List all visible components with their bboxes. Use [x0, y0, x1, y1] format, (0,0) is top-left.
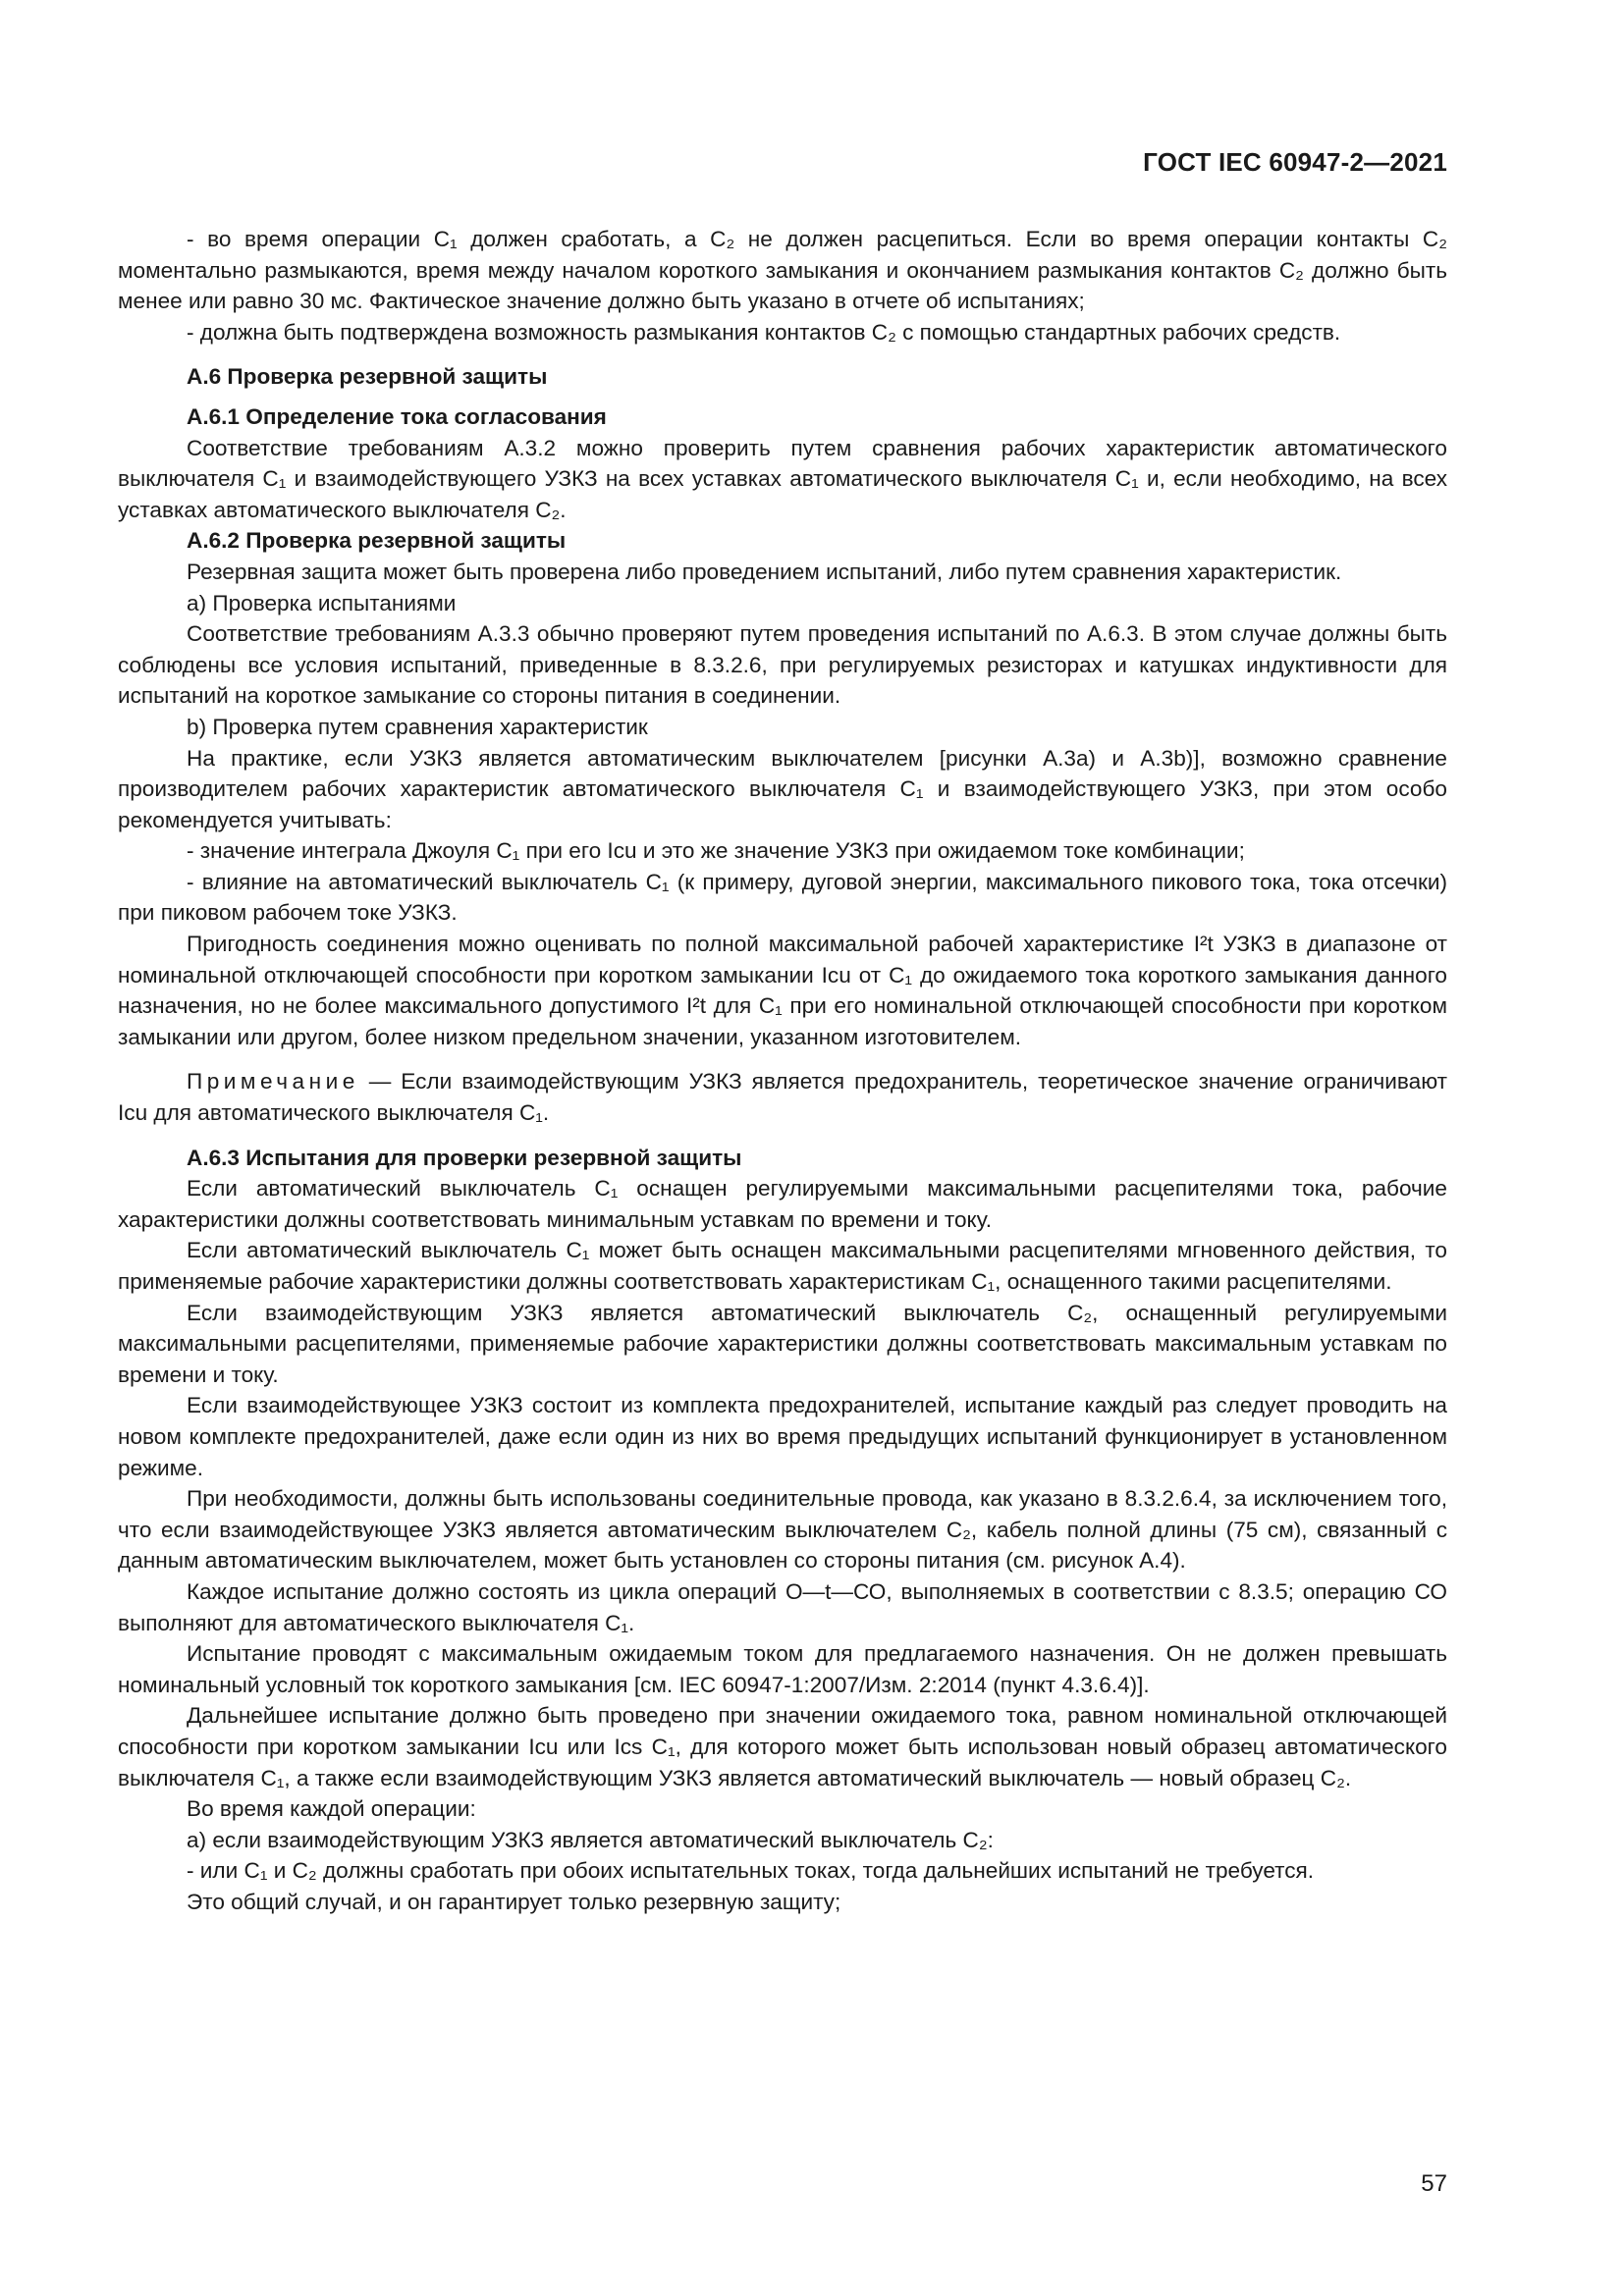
- paragraph: - значение интеграла Джоуля C₁ при его Icu и это же значение УЗКЗ при ожидаемом токе комбинации;: [187, 838, 1245, 864]
- paragraph: Если взаимодействующее УЗКЗ состоит из комплекта предохранителей, испытание каждый раз следует проводить на новом комплекте предохранителей, даже если один из них во время предыдущих испытаний функционирует в установленном режиме.: [118, 1393, 1447, 1480]
- list-item: а) Проверка испытаниями: [187, 590, 457, 615]
- note-label: Примечание: [187, 1069, 359, 1095]
- paragraph: Каждое испытание должно состоять из цикла операций О—t—СО, выполняемых в соответствии с 8.3.5; операцию СО выполняют для автоматического выключателя C₁.: [118, 1578, 1447, 1635]
- paragraph: На практике, если УЗКЗ является автоматическим выключателем [рисунки А.3а) и А.3b)], возможно сравнение производителем рабочих характеристик автоматического выключателя C₁ и взаимодействующего УЗКЗ, при этом особо рекомендуется учитывать:: [118, 745, 1447, 832]
- list-item: b) Проверка путем сравнения характеристик: [187, 714, 648, 739]
- page-number: 57: [1421, 2170, 1447, 2197]
- paragraph: Резервная защита может быть проверена либо проведением испытаний, либо путем сравнения характеристик.: [187, 559, 1342, 584]
- paragraph: Соответствие требованиям А.3.3 обычно проверяют путем проведения испытаний по А.6.3. В этом случае должны быть соблюдены все условия испытаний, приведенные в 8.3.2.6, при регулируемых резисторах и катушках индуктивности для испытаний на короткое замыкание со стороны питания в соединении.: [118, 621, 1447, 709]
- document-body: [118, 224, 1447, 1917]
- paragraph: Это общий случай, и он гарантирует только резервную защиту;: [187, 1889, 841, 1914]
- note: [118, 1066, 1447, 1128]
- paragraph: Если автоматический выключатель C₁ оснащен регулируемыми максимальными расцепителями тока, рабочие характеристики должны соответствовать минимальным уставкам по времени и току.: [118, 1176, 1447, 1232]
- paragraph: - должна быть подтверждена возможность размыкания контактов C₂ с помощью стандартных рабочих средств.: [187, 319, 1341, 345]
- paragraph: Если взаимодействующим УЗКЗ является автоматический выключатель C₂, оснащенный регулируемыми максимальными расцепителями, применяемые рабочие характеристики должны соответствовать максимальным уставкам по времени и току.: [118, 1300, 1447, 1387]
- paragraph: - влияние на автоматический выключатель C₁ (к примеру, дуговой энергии, максимального пикового тока, тока отсечки) при пиковом рабочем токе УЗКЗ.: [118, 869, 1447, 926]
- paragraph: Пригодность соединения можно оценивать по полной максимальной рабочей характеристике I²t УЗКЗ в диапазоне от номинальной отключающей способности при коротком замыкании Icu от C₁ до ожидаемого тока короткого замыкания данного назначения, но не более максимального допустимого I²t для C₁ при его номинальной отключающей способности при коротком замыкании или другом, более низком предельном значении, указанном изготовителем.: [118, 932, 1447, 1049]
- subsection-heading: А.6.2 Проверка резервной защиты: [187, 528, 567, 554]
- note-text: — Если взаимодействующим УЗКЗ является предохранитель, теоретическое значение ограничивают Icu для автоматического выключателя C₁.: [118, 1069, 1447, 1126]
- paragraph: а) если взаимодействующим УЗКЗ является автоматический выключатель C₂:: [187, 1827, 994, 1852]
- paragraph: Испытание проводят с максимальным ожидаемым током для предлагаемого назначения. Он не должен превышать номинальный условный ток короткого замыкания [см. IEC 60947-1:2007/Изм. 2:2014 (пункт 4.3.6.4)].: [118, 1641, 1447, 1697]
- paragraph: Во время каждой операции:: [187, 1796, 476, 1822]
- subsection-heading: А.6.1 Определение тока согласования: [187, 403, 607, 429]
- paragraph: Если автоматический выключатель C₁ может быть оснащен максимальными расцепителями мгновенного действия, то применяемые рабочие характеристики должны соответствовать характеристикам C₁, оснащенного такими расцепителями.: [118, 1238, 1447, 1294]
- paragraph: При необходимости, должны быть использованы соединительные провода, как указано в 8.3.2.6.4, за исключением того, что если взаимодействующее УЗКЗ является автоматическим выключателем C₂, кабель полной длины (75 см), связанный с данным автоматическим выключателем, может быть установлен со стороны питания (см. рисунок А.4).: [118, 1486, 1447, 1574]
- paragraph: - или C₁ и C₂ должны сработать при обоих испытательных токах, тогда дальнейших испытаний не требуется.: [187, 1858, 1315, 1884]
- subsection-heading: А.6.3 Испытания для проверки резервной защиты: [187, 1145, 742, 1170]
- document-header: ГОСТ IEC 60947-2—2021: [1143, 147, 1447, 177]
- paragraph: Дальнейшее испытание должно быть проведено при значении ожидаемого тока, равном номинальной отключающей способности при коротком замыкании Icu или Ics C₁, для которого может быть использован новый образец автоматического выключателя C₁, а также если взаимодействующим УЗКЗ является автоматический выключатель — новый образец C₂.: [118, 1703, 1447, 1790]
- section-heading: А.6 Проверка резервной защиты: [187, 364, 548, 390]
- paragraph: Соответствие требованиям А.3.2 можно проверить путем сравнения рабочих характеристик автоматического выключателя C₁ и взаимодействующего УЗКЗ на всех уставках автоматического выключателя C₁ и, если необходимо, на всех уставках автоматического выключателя C₂.: [118, 435, 1447, 522]
- paragraph: - во время операции C₁ должен сработать, а C₂ не должен расцепиться. Если во время операции контакты C₂ моментально размыкаются, время между началом короткого замыкания и окончанием размыкания контактов C₂ должно быть менее или равно 30 мс. Фактическое значение должно быть указано в отчете об испытаниях;: [118, 227, 1447, 314]
